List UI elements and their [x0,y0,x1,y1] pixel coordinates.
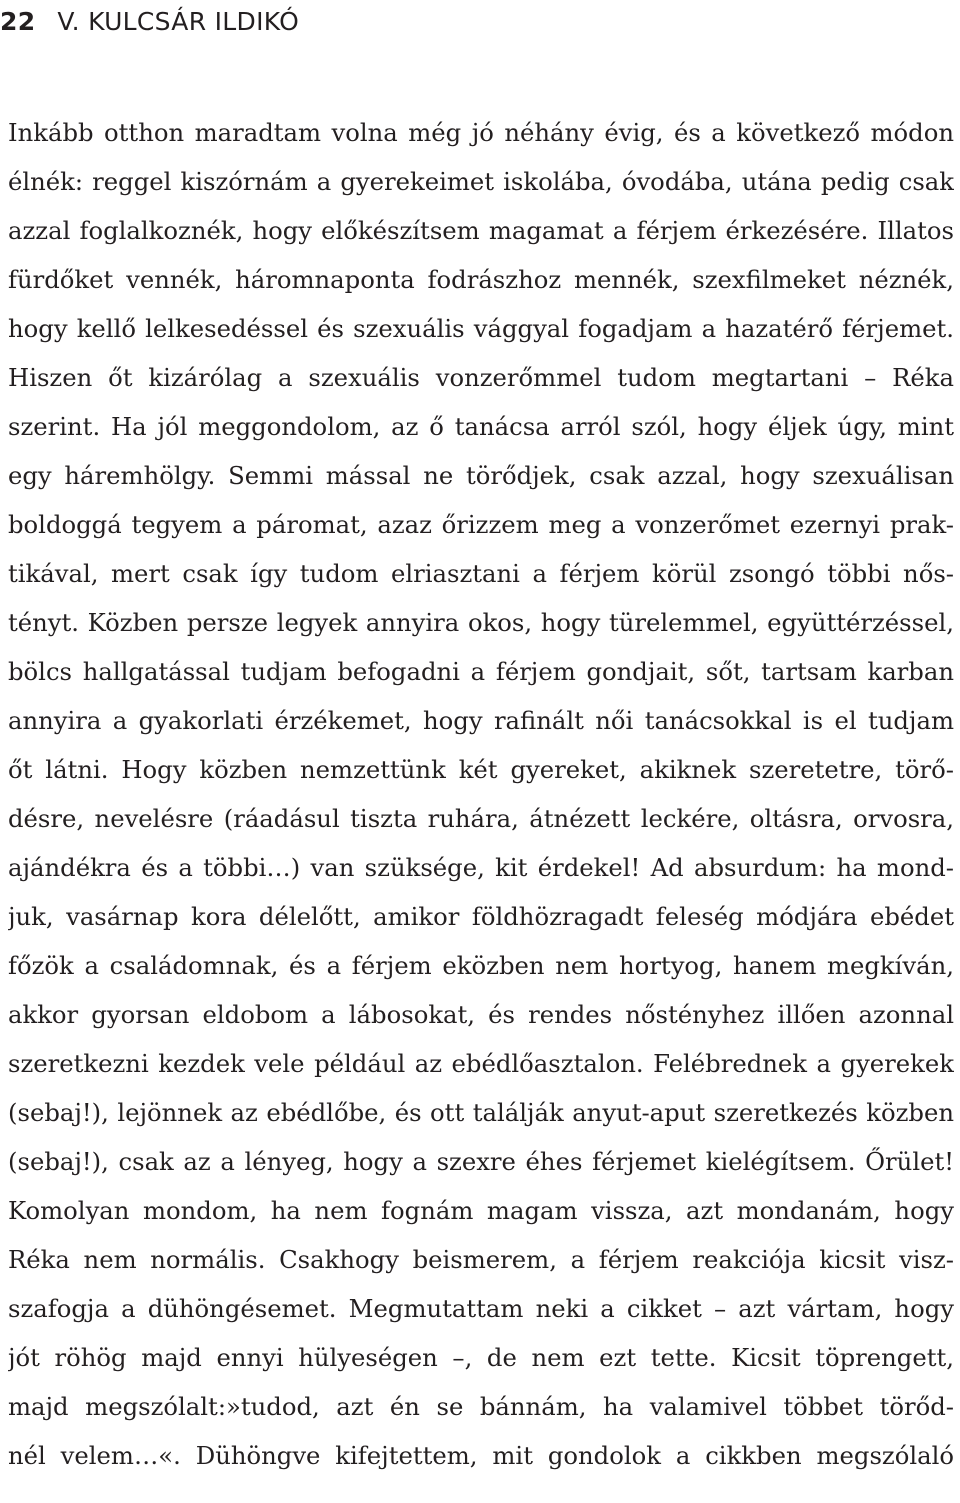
text-line: hogy kellő lelkesedéssel és szexuális vággyal fogadjam a hazatérő férjemet. [8,314,954,343]
text-line: (sebaj!), csak az a lényeg, hogy a szexre éhes férjemet kielégítsem. Őrület! [8,1147,954,1176]
text-line: nél velem…«. Dühöngve kifejtettem, mit gondolok a cikkben megszólaló [8,1441,954,1470]
text-line: ajándékra és a többi…) van szüksége, kit érdekel! Ad absurdum: ha mond- [8,853,954,882]
text-line: szeretkezni kezdek vele például az ebédlőasztalon. Felébrednek a gyerekek [8,1049,954,1078]
text-line: akkor gyorsan eldobom a lábosokat, és rendes nőstényhez illően azonnal [8,1000,954,1029]
text-line: juk, vasárnap kora délelőtt, amikor földhözragadt feleség módjára ebédet [8,902,954,931]
text-line: fürdőket vennék, háromnaponta fodrászhoz mennék, szexfilmeket néznék, [8,265,954,294]
text-line: élnék: reggel kiszórnám a gyerekeimet iskolába, óvodába, utána pedig csak [8,167,954,196]
text-line: azzal foglalkoznék, hogy előkészítsem magamat a férjem érkezésére. Illatos [8,216,954,245]
text-line: Hiszen őt kizárólag a szexuális vonzerőmmel tudom megtartani – Réka [8,363,954,392]
page-number: 22 [0,7,36,36]
text-line: főzök a családomnak, és a férjem eközben nem hortyog, hanem megkíván, [8,951,954,980]
text-line: tikával, mert csak így tudom elriasztani a férjem körül zsongó többi nős- [8,559,954,588]
text-line: szafogja a dühöngésemet. Megmutattam neki a cikket – azt vártam, hogy [8,1294,954,1323]
text-line: boldoggá tegyem a páromat, azaz őrizzem meg a vonzerőmet ezernyi prak- [8,510,954,539]
text-line: őt látni. Hogy közben nemzettünk két gyereket, akiknek szeretetre, törő- [8,755,954,784]
text-line: majd megszólalt:»tudod, azt én se bánnám, ha valamivel többet törőd- [8,1392,954,1421]
text-line: bölcs hallgatással tudjam befogadni a férjem gondjait, sőt, tartsam karban [8,657,954,686]
text-line: szerint. Ha jól meggondolom, az ő tanácsa arról szól, hogy éljek úgy, mint [8,412,954,441]
running-head-author: V. KULCSÁR ILDIKÓ [57,7,300,36]
text-line: (sebaj!), lejönnek az ebédlőbe, és ott találják anyut-aput szeretkezés közben [8,1098,954,1127]
text-line: désre, nevelésre (ráadásul tiszta ruhára, átnézett leckére, oltásra, orvosra, [8,804,954,833]
text-line: egy háremhölgy. Semmi mással ne törődjek, csak azzal, hogy szexuálisan [8,461,954,490]
text-line: annyira a gyakorlati érzékemet, hogy rafinált női tanácsokkal is el tudjam [8,706,954,735]
text-line: jót röhög majd ennyi hülyeségen –, de nem ezt tette. Kicsit töprengett, [8,1343,954,1372]
running-head [0,2,299,42]
text-line: Réka nem normális. Csakhogy beismerem, a férjem reakciója kicsit visz- [8,1245,954,1274]
text-line: tényt. Közben persze legyek annyira okos, hogy türelemmel, együttérzéssel, [8,608,954,637]
text-line: Komolyan mondom, ha nem fognám magam vissza, azt mondanám, hogy [8,1196,954,1225]
body-text [8,108,954,1480]
text-line: Inkább otthon maradtam volna még jó néhány évig, és a következő módon [8,118,954,147]
